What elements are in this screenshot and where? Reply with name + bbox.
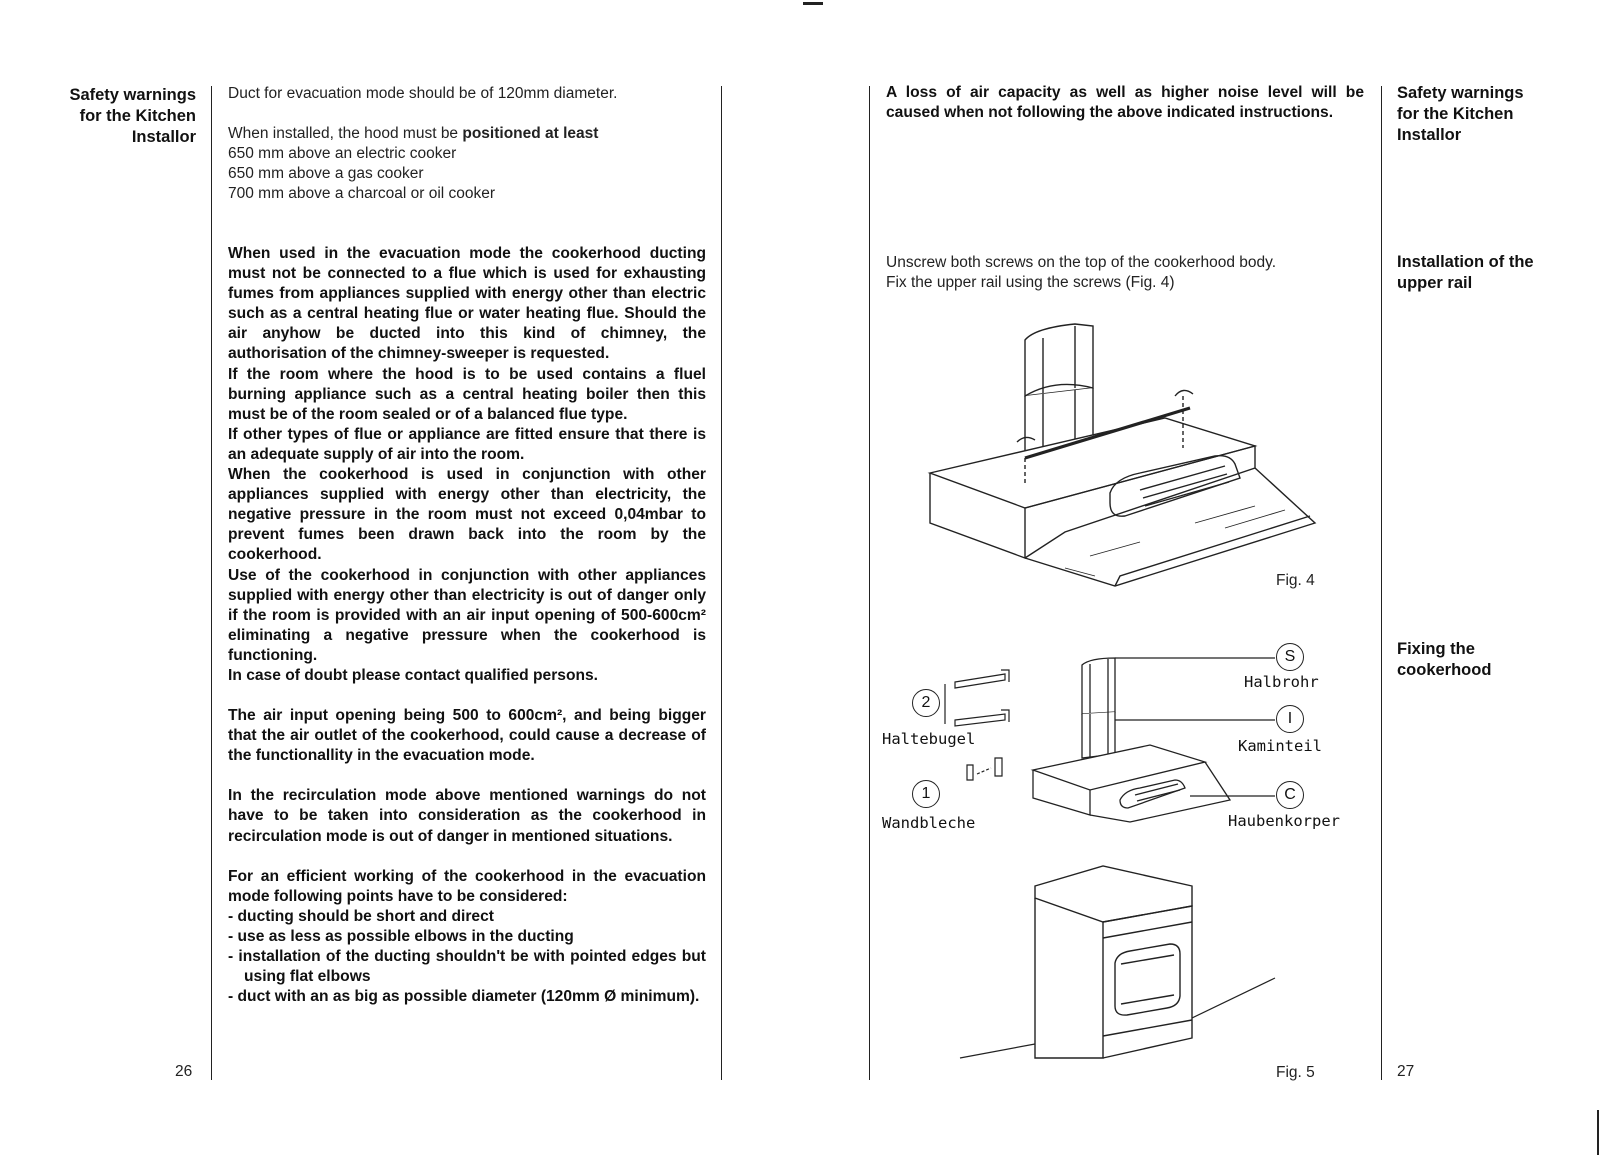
right-side-heading-upper-rail: Installation of the upper rail: [1397, 253, 1534, 292]
callout-1: 1: [912, 780, 940, 808]
warning-air-supply: If other types of flue or appliance are fitted ensure that there is an adequate supply of air into the room.: [228, 425, 706, 463]
fig4-label: Fig. 4: [1276, 572, 1315, 589]
callout-i: I: [1276, 705, 1304, 733]
left-side-heading: Safety warnings for the Kitchen Installor: [69, 86, 196, 146]
label-kaminteil: Kaminteil: [1238, 737, 1322, 755]
efficiency-point: - duct with an as big as possible diameter (120mm Ø minimum).: [228, 987, 706, 1007]
efficiency-point: - ducting should be short and direct: [228, 907, 706, 927]
left-page-right-rule: [721, 86, 722, 1080]
scan-mark: [1597, 1110, 1599, 1155]
scan-mark: [803, 2, 823, 5]
upper-rail-line-1: Unscrew both screws on the top of the cookerhood body.: [886, 254, 1277, 271]
air-input-paragraph: The air input opening being 500 to 600cm², and being bigger that the air outlet of the cookerhood, could cause a decrease of the functionallity in the evacuation mode.: [228, 707, 706, 765]
position-emphasis: positioned at least: [462, 125, 599, 142]
callout-s: S: [1276, 643, 1304, 671]
warning-negative-pressure: When the cookerhood is used in conjunction with other appliances supplied with energy other than electricity, the negative pressure in the room must not exceed 0,04mbar to prevent fumes been drawn back into the room by the cookerhood.: [228, 466, 706, 564]
warning-doubt: In case of doubt please contact qualified persons.: [228, 666, 598, 684]
loss-warning: A loss of air capacity as well as higher noise level will be caused when not following the above indicated instructions.: [886, 84, 1364, 122]
warning-air-input: Use of the cookerhood in conjunction with other appliances supplied with energy other than electricity is out of danger only if the room is provided with an air input opening of 500-600cm² eliminating a negative pressure when the cookerhood is functioning.: [228, 566, 706, 664]
efficiency-point: - installation of the ducting shouldn't be with pointed edges but using flat elbows: [228, 947, 706, 987]
height-gas: 650 mm above a gas cooker: [228, 165, 424, 182]
position-line: When installed, the hood must be positioned at least: [228, 125, 599, 142]
efficiency-intro: For an efficient working of the cookerhood in the evacuation mode following points have to be considered:: [228, 867, 706, 905]
warning-fuel-appliance: If the room where the hood is to be used contains a fluel burning appliance such as a central heating boiler then this must be of the room sealed or of a balanced flue type.: [228, 365, 706, 423]
recirculation-paragraph: In the recirculation mode above mentioned warnings do not have to be taken into consideration as the cookerhood in recirculation mode is out of danger in mentioned situations.: [228, 787, 706, 845]
right-side-heading-fixing: Fixing the cookerhood: [1397, 640, 1492, 679]
installation-heights: [228, 124, 708, 204]
fig5-cooker-illustration: [955, 858, 1285, 1068]
label-haltebugel: Haltebugel: [882, 730, 976, 748]
height-electric: 650 mm above an electric cooker: [228, 145, 457, 162]
right-page-number: 27: [1397, 1063, 1415, 1080]
fig4-cookerhood-illustration: [925, 318, 1325, 588]
efficiency-point: - use as less as possible elbows in the ducting: [228, 927, 706, 947]
fig5-brackets: [945, 660, 1015, 790]
efficiency-list: [228, 907, 706, 1007]
callout-c: C: [1276, 781, 1304, 809]
upper-rail-line-2: Fix the upper rail using the screws (Fig. 4): [886, 274, 1175, 291]
height-charcoal-oil: 700 mm above a charcoal or oil cooker: [228, 185, 496, 202]
evacuation-warnings: [228, 244, 706, 1007]
duct-diameter-text: Duct for evacuation mode should be of 120mm diameter.: [228, 85, 618, 102]
fig5-label: Fig. 5: [1276, 1064, 1315, 1081]
right-margin-rule: [1381, 86, 1382, 1080]
label-haubenkorper: Haubenkorper: [1228, 812, 1340, 830]
label-halbrohr: Halbrohr: [1244, 673, 1319, 691]
right-page-left-rule: [869, 86, 870, 1080]
right-side-heading-safety: Safety warnings for the Kitchen Installor: [1397, 84, 1524, 144]
warning-flue: When used in the evacuation mode the cookerhood ducting must not be connected to a flue which is used for exhausting fumes from appliances supplied with energy other than electric such as a central heating flue or water heating flue. Should the air anyhow be ducted into this kind of chimney, the authorisation of the chimney-sweeper is requested.: [228, 245, 706, 363]
left-margin-rule: [211, 86, 212, 1080]
label-wandbleche: Wandbleche: [882, 814, 976, 832]
left-page-number: 26: [175, 1063, 193, 1080]
callout-2: 2: [912, 689, 940, 717]
upper-rail-instructions: [886, 253, 1366, 293]
